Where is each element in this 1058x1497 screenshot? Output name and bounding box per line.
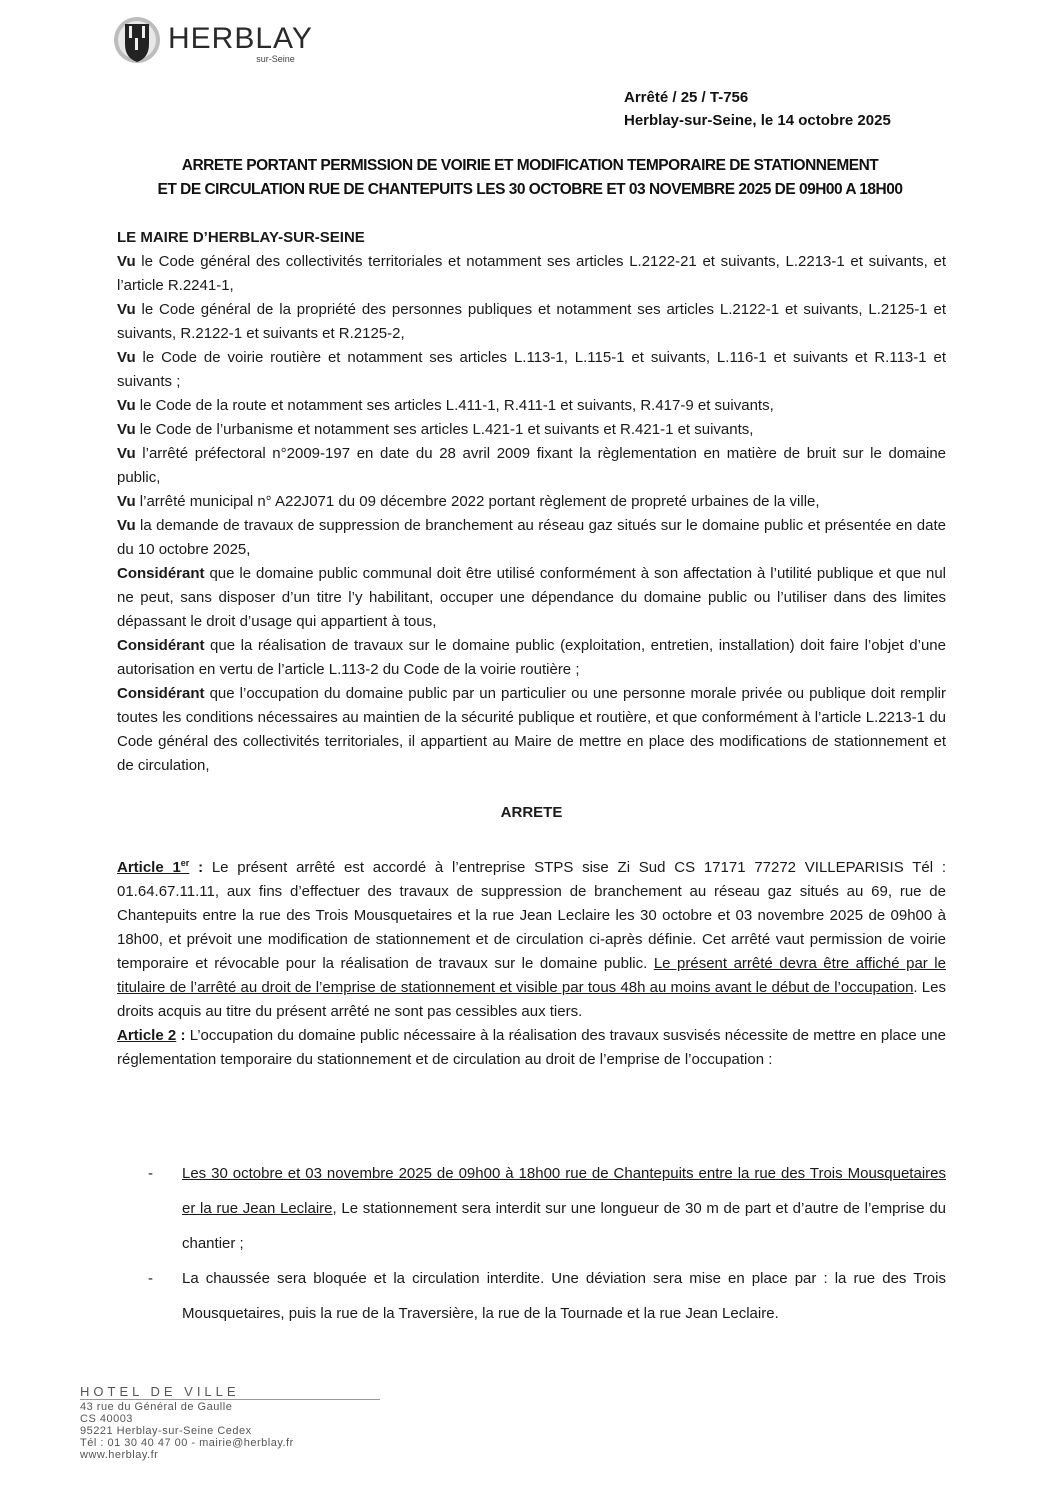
article-2-text: L’occupation du domaine public nécessaire à la réalisation des travaux susvisés nécessite de mettre en place une réglementation temporaire du stationnement et de circulation au droit de l’emprise de l’occupation : — [117, 1027, 946, 1068]
city-crest-icon — [112, 14, 162, 66]
preamble-lead: Vu — [117, 397, 136, 414]
measure-text: , Le stationnement sera interdit sur une longueur de 30 m de part et d’autre de l’emprise du chantier ; — [182, 1200, 947, 1252]
article-1-notice: Le présent arrêté devra être affiché par le titulaire de l’arrêté au droit de l’emprise de stationnement et visible par tous 48h au moins avant le début de l’occupation — [117, 955, 946, 996]
place-and-date: Herblay-sur-Seine, le 14 octobre 2025 — [624, 112, 891, 129]
article-2-label: Article 2 — [117, 1027, 177, 1044]
preamble-lead: Vu — [117, 349, 136, 366]
preamble-lead: Vu — [117, 493, 136, 510]
preamble-text: le Code général des collectivités territoriales et notamment ses articles L.2122-21 et suivants, L.2213-1 et suivants, et l’article R.2241-1, — [117, 253, 946, 294]
footer-heading: HOTEL DE VILLE — [80, 1386, 380, 1400]
preamble-text: que le domaine public communal doit être utilisé conformément à son affectation à l’utilité publique et que nul ne peut, sans disposer d’un titre l’y habilitant, occuper une dépendance du domaine public ou l’utiliser dans des limites dépassant le droit d’usage qui appartient à tous, — [117, 565, 946, 630]
measure-text: La chaussée sera bloquée et la circulation interdite. Une déviation sera mise en place par : la rue des Trois Mousquetaires, puis la rue de la Traversière, la rue de la Tournade et la rue Jean Leclaire. — [182, 1270, 946, 1322]
preamble-item — [117, 682, 946, 778]
authority: LE MAIRE D’HERBLAY-SUR-SEINE — [117, 229, 365, 246]
article-1 — [117, 851, 946, 1024]
measure-item — [148, 1261, 946, 1331]
decision-heading: ARRETE — [500, 804, 563, 821]
logo-subtitle: sur-Seine — [256, 54, 295, 64]
preamble-item — [117, 298, 946, 346]
preamble-lead: Vu — [117, 421, 136, 438]
preamble-text: le Code de l’urbanisme et notamment ses articles L.421-1 et suivants et R.421-1 et suivants, — [135, 421, 754, 438]
preamble-item — [117, 250, 946, 298]
footer-line: Tél : 01 30 40 47 00 - mairie@herblay.fr — [80, 1437, 294, 1449]
footer-line: CS 40003 — [80, 1413, 133, 1425]
document-title — [110, 154, 950, 202]
list-dash: - — [148, 1270, 153, 1287]
preamble-item — [117, 442, 946, 490]
preamble-item — [117, 394, 946, 418]
article-1-sep: : — [189, 859, 204, 876]
title-line-2: ET DE CIRCULATION RUE DE CHANTEPUITS LES 30 OCTOBRE ET 03 NOVEMBRE 2025 DE 09H00 A 18H00 — [157, 181, 903, 198]
preamble-list — [117, 250, 946, 778]
preamble-text: le Code de la route et notamment ses articles L.411-1, R.411-1 et suivants, R.417-9 et suivants, — [135, 397, 774, 414]
article-1-label: Article 1er — [117, 858, 190, 876]
preamble-lead: Considérant — [117, 565, 205, 582]
preamble-text: l’arrêté municipal n° A22J071 du 09 décembre 2022 portant règlement de propreté urbaines de la ville, — [135, 493, 820, 510]
preamble-item — [117, 418, 946, 442]
preamble-lead: Vu — [117, 517, 136, 534]
article-2-sep: : — [176, 1027, 186, 1044]
logo-name: HERBLAY — [168, 22, 313, 55]
title-line-1: ARRETE PORTANT PERMISSION DE VOIRIE ET MODIFICATION TEMPORAIRE DE STATIONNEMENT — [181, 157, 879, 174]
preamble-text: que l’occupation du domaine public par un particulier ou une personne morale privée ou publique doit remplir toutes les conditions nécessaires au maintien de la sécurité publique et routière, et que conformément à l’article L.2213-1 du Code général des collectivités territoriales, il appartient au Maire de mettre en place des modifications de stationnement et de circulation, — [117, 685, 946, 774]
preamble-text: le Code général de la propriété des personnes publiques et notamment ses articles L.2122-1 et suivants, L.2125-1 et suivants, R.2122-1 et suivants et R.2125-2, — [117, 301, 946, 342]
preamble-text: la demande de travaux de suppression de branchement au réseau gaz situés sur le domaine public et présentée en date du 10 octobre 2025, — [117, 517, 946, 558]
preamble-text: que la réalisation de travaux sur le domaine public (exploitation, entretien, installation) doit faire l’objet d’une autorisation en vertu de l’article L.113-2 du Code de la voirie routière ; — [117, 637, 946, 678]
decree-reference: Arrêté / 25 / T-756 — [624, 89, 749, 106]
preamble-item — [117, 562, 946, 634]
footer-address — [80, 1386, 380, 1461]
measure-item — [148, 1156, 946, 1261]
preamble-item — [117, 490, 946, 514]
article-1-text-end: . Les droits acquis au titre du présent arrêté ne sont pas cessibles aux tiers. — [117, 979, 946, 1020]
preamble-text: le Code de voirie routière et notamment ses articles L.113-1, L.115-1 et suivants, L.116-1 et suivants et R.113-1 et suivants ; — [117, 349, 946, 390]
measures-list — [148, 1156, 946, 1331]
preamble-lead: Considérant — [117, 685, 205, 702]
preamble-item — [117, 514, 946, 562]
footer-website: www.herblay.fr — [80, 1449, 159, 1461]
preamble-text: l’arrêté préfectoral n°2009-197 en date du 28 avril 2009 fixant la règlementation en matière de bruit sur le domaine public, — [117, 445, 946, 486]
article-2 — [117, 1024, 946, 1072]
measure-period: Les 30 octobre et 03 novembre 2025 de 09h00 à 18h00 rue de Chantepuits entre la rue des Trois Mousquetaires er la rue Jean Leclaire — [182, 1165, 946, 1217]
list-dash: - — [148, 1165, 153, 1182]
document-body — [117, 224, 946, 1072]
herblay-logo — [112, 14, 313, 66]
preamble-item — [117, 634, 946, 682]
preamble-lead: Vu — [117, 301, 136, 318]
article-1-text: Le présent arrêté est accordé à l’entreprise STPS sise Zi Sud CS 17171 77272 VILLEPARISIS Tél : 01.64.67.11.11, aux fins d’effectuer des travaux de suppression de branchement au réseau gaz situés au 69, rue de Chantepuits entre la rue des Trois Mousquetaires et la rue Jean Leclaire les 30 octobre et 03 novembre 2025 de 09h00 à 18h00, et prévoit une modification de stationnement et de circulation ci-après définie. Cet arrêté vaut permission de voirie temporaire et révocable pour la réalisation de travaux sur le domaine public. — [117, 859, 946, 972]
preamble-item — [117, 346, 946, 394]
footer-line: 43 rue du Général de Gaulle — [80, 1401, 233, 1413]
preamble-lead: Vu — [117, 445, 136, 462]
preamble-lead: Considérant — [117, 637, 205, 654]
footer-line: 95221 Herblay-sur-Seine Cedex — [80, 1425, 252, 1437]
reference-block — [624, 86, 891, 132]
preamble-lead: Vu — [117, 253, 136, 270]
